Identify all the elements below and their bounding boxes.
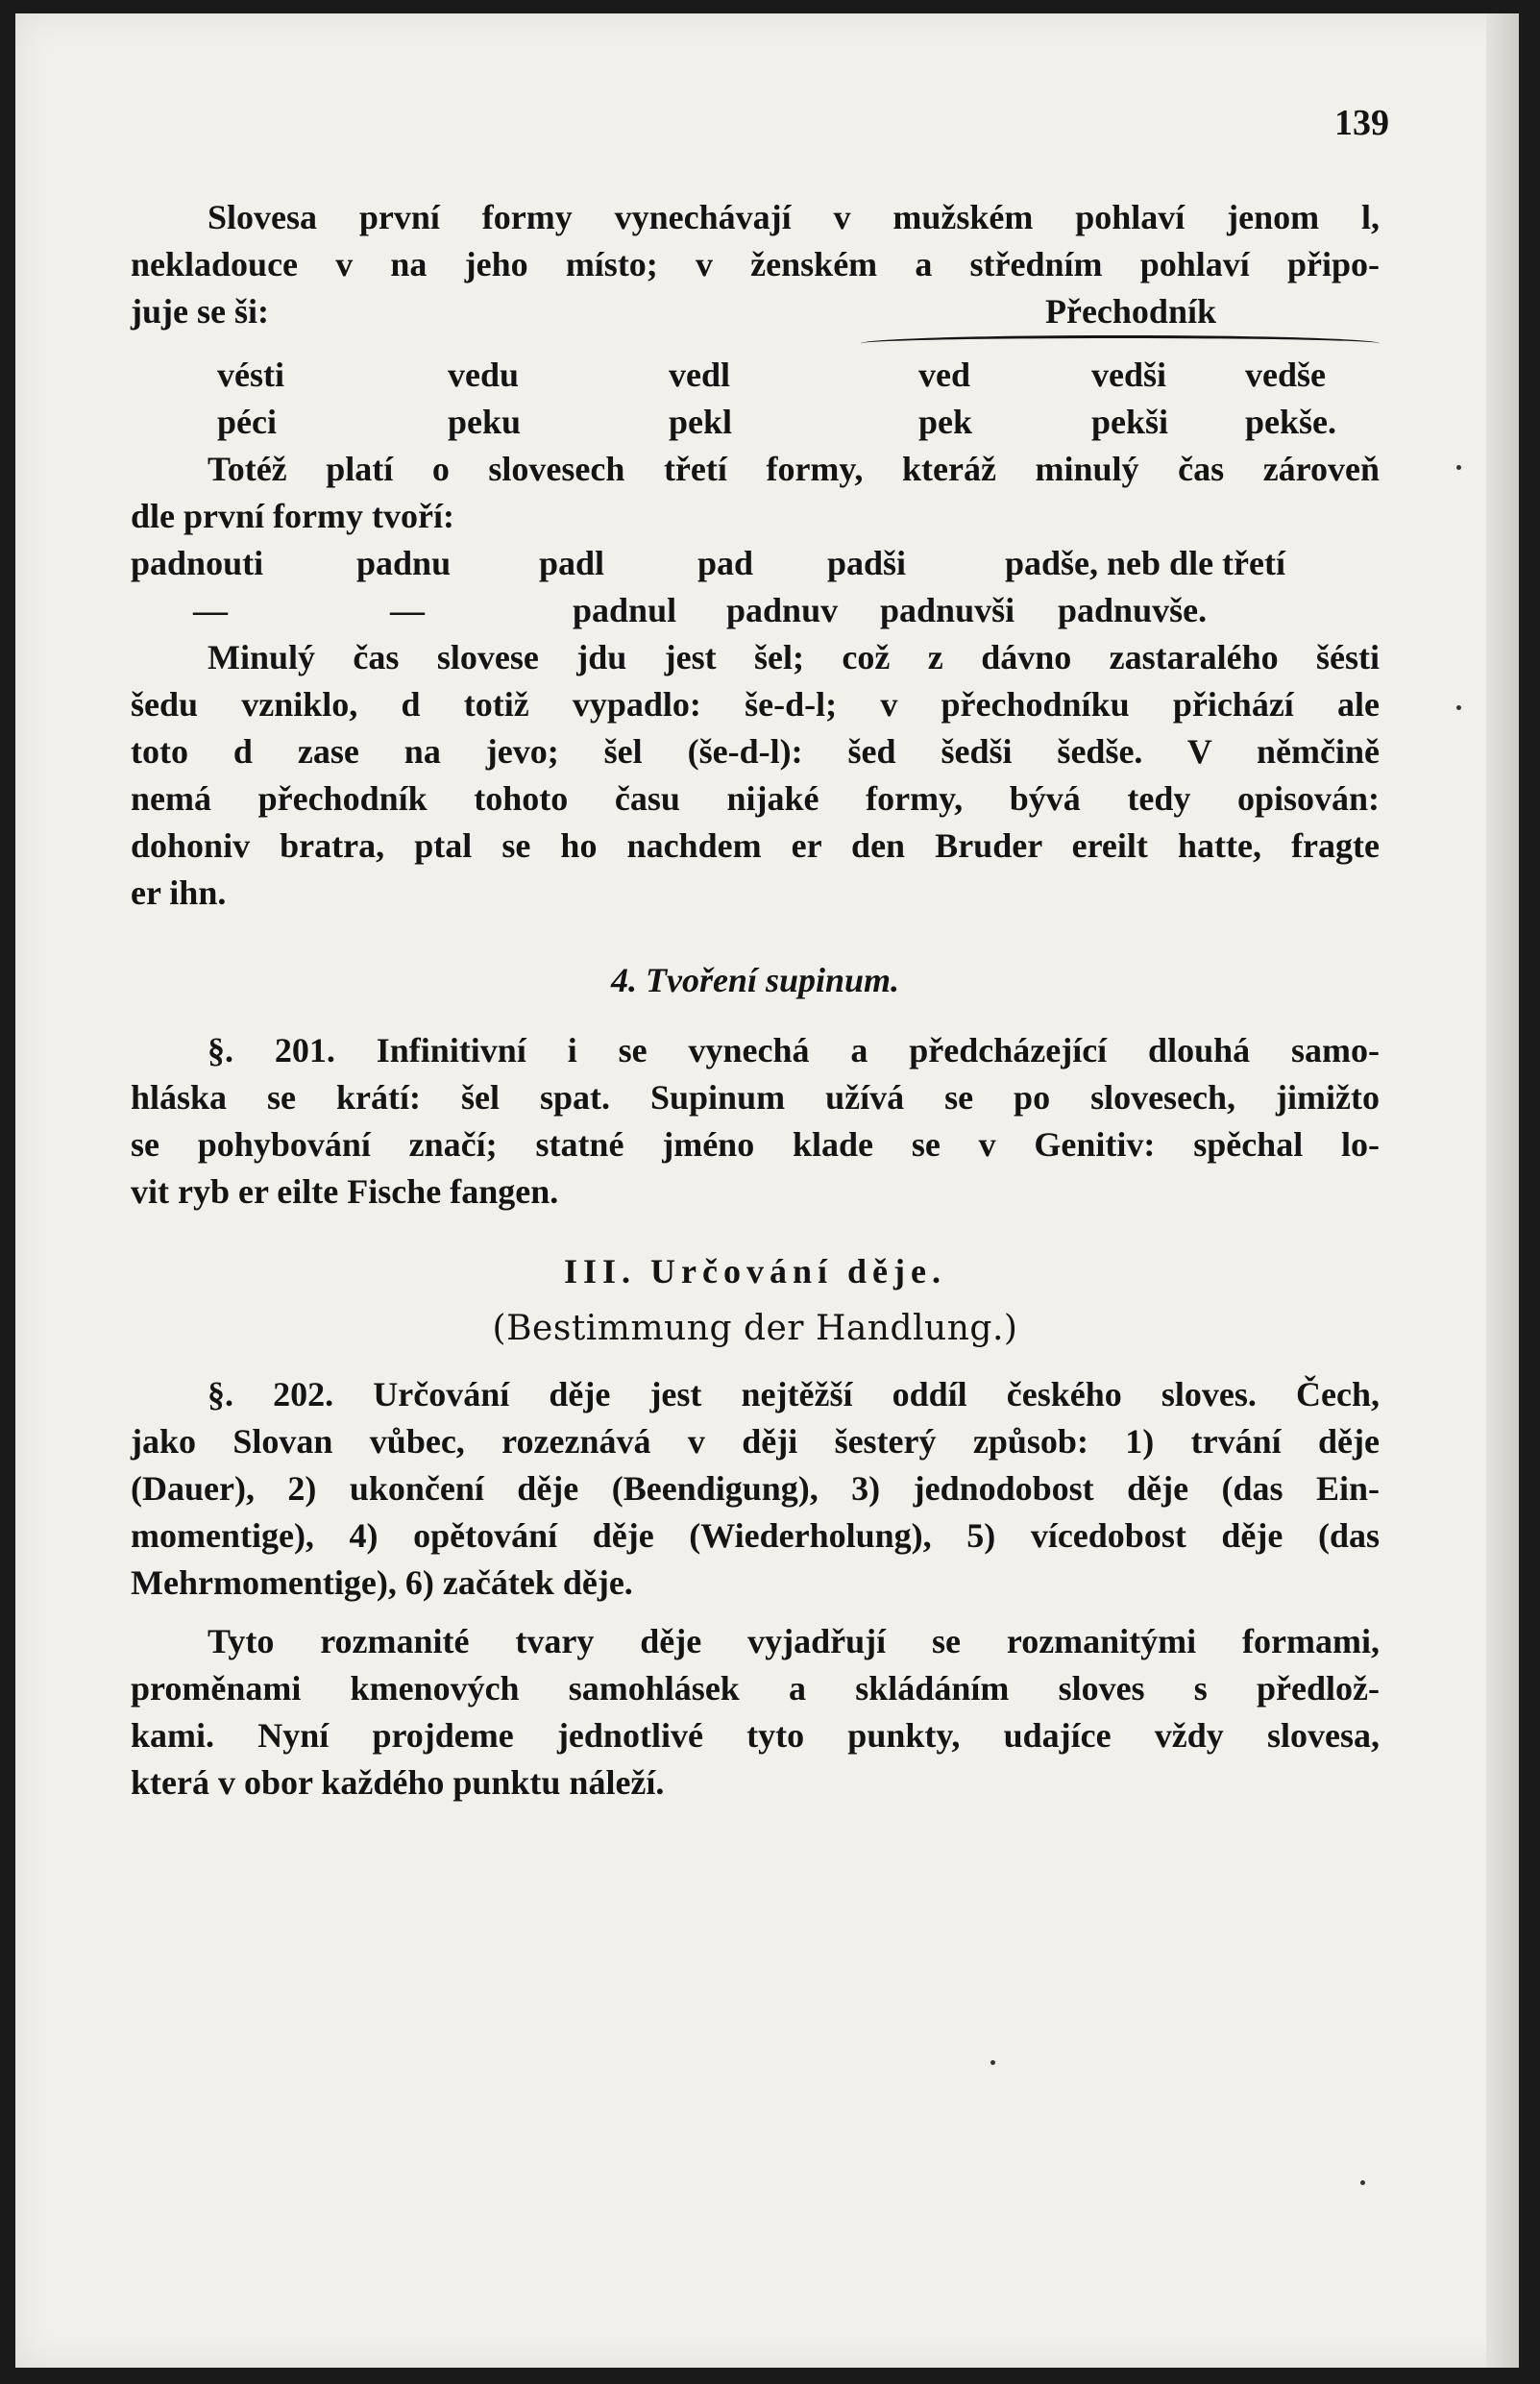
text-line: §. 201. Infinitivní i se vynechá a předcházející dlouhá samo- (208, 1031, 1380, 1069)
table-cell: pekše. (1245, 403, 1337, 441)
page-content (131, 100, 1389, 1806)
table-cell: padši (827, 544, 907, 582)
section-subheading: (Bestimmung der Handlung.) (492, 1309, 1018, 1348)
text-line: Mehrmomentige), 6) začátek děje. (131, 1563, 633, 1602)
text-line: Totéž platí o slovesech třetí formy, kteráž minulý čas zároveň (208, 450, 1380, 488)
table-cell: ved (918, 356, 970, 394)
table-cell: vedši (1091, 356, 1167, 394)
text-line: Minulý čas slovese jdu jest šel; což z dávno zastaralého šésti (208, 638, 1380, 676)
table-cell: padnouti (131, 544, 264, 582)
conjugation-table (131, 352, 1380, 446)
text-line: kami. Nyní projdeme jednotlivé tyto punkty, udajíce vždy slovesa, (131, 1716, 1380, 1755)
paragraph-tyto (131, 1618, 1380, 1806)
table-cell: padnuvše. (1058, 591, 1208, 629)
table-cell: padnuvši (880, 591, 1015, 629)
table-cell: — (390, 591, 425, 629)
text-line: §. 202. Určování děje jest nejtěžší oddíl českého sloves. Čech, (208, 1375, 1380, 1413)
padnouti-row (131, 540, 1380, 587)
table-cell: pekši (1091, 403, 1169, 441)
table-cell: padnul (573, 591, 677, 629)
table-cell: — (193, 591, 228, 629)
text-line: (Dauer), 2) ukončení děje (Beendigung), 3) jednodobost děje (das Ein- (131, 1469, 1380, 1508)
text-line: nekladouce v na jeho místo; v ženském a středním pohlaví připo- (131, 245, 1380, 283)
paragraph-201 (131, 1027, 1380, 1216)
speck (1456, 465, 1461, 470)
text-line: Tyto rozmanité tvary děje vyjadřují se rozmanitými formami, (208, 1622, 1380, 1660)
table-cell: vedše (1245, 356, 1326, 394)
text-line: se pohybování značí; statné jméno klade se v Genitiv: spěchal lo- (131, 1125, 1380, 1164)
text-line: er ihn. (131, 873, 227, 912)
text-line: toto d zase na jevo; šel (še-d-l): šed šedši šedše. V němčině (131, 732, 1380, 771)
prechodnik-brace (861, 335, 1380, 352)
text-line: juje se ši: (131, 292, 269, 331)
text-line: jako Slovan vůbec, rozeznává v ději šesterý způsob: 1) trvání děje (131, 1422, 1380, 1461)
prechodnik-label: Přechodník (1044, 292, 1216, 331)
text-line: vit ryb er eilte Fische fangen. (131, 1172, 559, 1211)
text-line: dohoniv bratra, ptal se ho nachdem er den Bruder ereilt hatte, fragte (131, 826, 1380, 865)
speck (990, 2060, 995, 2065)
section-heading: III. Určování děje. (564, 1252, 946, 1290)
table-row (131, 352, 1380, 399)
table-cell: padl (539, 544, 605, 582)
text-line: nemá přechodník tohoto času nijaké formy, bývá tedy opisován: (131, 779, 1380, 818)
table-cell: péci (217, 403, 277, 441)
paragraph-minuly (131, 634, 1380, 917)
table-cell: padnuv (726, 591, 839, 629)
speck (1456, 705, 1461, 710)
table-cell: vésti (217, 356, 284, 394)
text-line: šedu vzniklo, d totiž vypadlo: še-d-l; v přechodníku přichází ale (131, 685, 1380, 724)
paragraph-202 (131, 1371, 1380, 1607)
text-line: dle první formy tvoří: (131, 497, 454, 535)
page-edge (1486, 13, 1519, 2368)
speck (1360, 2180, 1365, 2185)
text-line: Slovesa první formy vynechávají v mužském pohlaví jenom l, (208, 198, 1380, 236)
book-page (15, 13, 1519, 2368)
table-cell: padše, neb dle třetí (1005, 544, 1285, 582)
text-line: proměnami kmenových samohlásek a skládáním sloves s předlož- (131, 1669, 1380, 1708)
table-cell: pekl (669, 403, 733, 441)
heading-tvoreni-supinum: 4. Tvoření supinum. (610, 961, 900, 999)
text-line: momentige), 4) opětování děje (Wiederholung), 5) vícedobost děje (das (131, 1516, 1380, 1555)
padnul-row (131, 587, 1380, 634)
table-cell: vedl (669, 356, 731, 394)
table-row (131, 399, 1380, 446)
table-cell: vedu (448, 356, 520, 394)
page-number: 139 (1334, 103, 1389, 143)
table-cell: peku (448, 403, 522, 441)
text-line: která v obor každého punktu náleží. (131, 1763, 665, 1802)
text-line: hláska se krátí: šel spat. Supinum užívá se po slovesech, jimižto (131, 1078, 1380, 1117)
table-cell: pad (697, 544, 754, 582)
table-cell: pek (918, 403, 973, 441)
table-cell: padnu (356, 544, 452, 582)
paragraph-totez (131, 446, 1380, 540)
